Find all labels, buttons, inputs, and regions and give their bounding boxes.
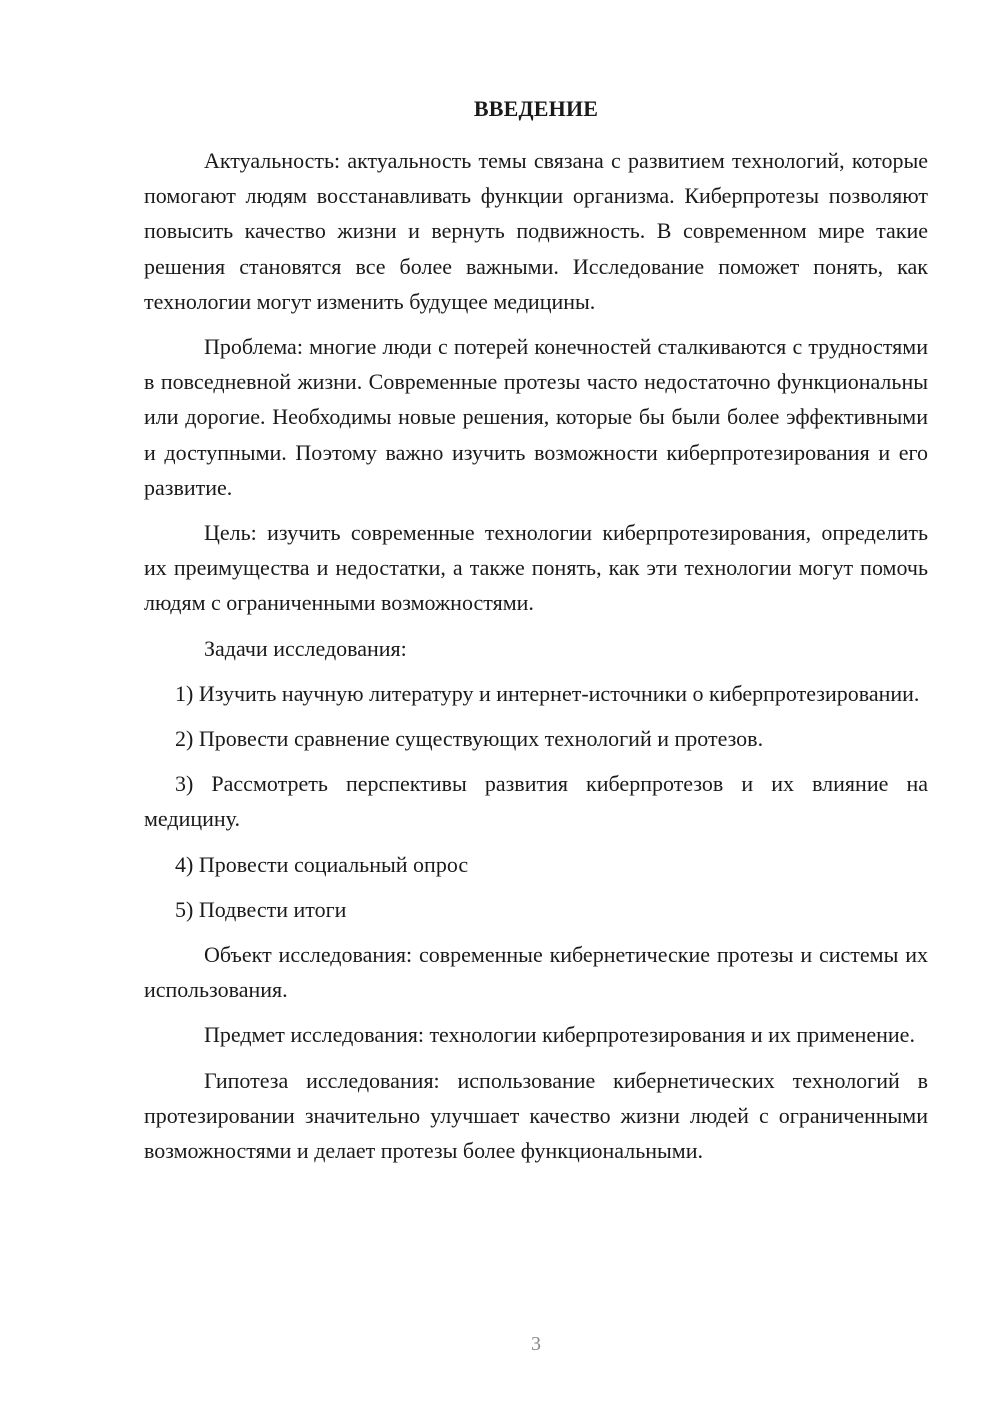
hypothesis-paragraph: Гипотеза исследования: использование кибернетических технологий в протезировании значительно улучшает качество жизни людей с ограниченными возможностями и делает протезы более функциональными. <box>144 1067 928 1164</box>
document-body <box>144 143 928 1178</box>
list-item: 2) Провести сравнение существующих технологий и протезов. <box>175 726 764 752</box>
subject-paragraph: Предмет исследования: технологии киберпротезирования и их применение. <box>204 1022 915 1048</box>
problem-paragraph: Проблема: многие люди с потерей конечностей сталкиваются с трудностями в повседневной жизни. Современные протезы часто недостаточно функциональны или дорогие. Необходимы новые решения, которые бы были более эффективными и доступными. Поэтому важно изучить возможности киберпротезирования и его развитие. <box>144 334 928 500</box>
tasks-intro: Задачи исследования: <box>204 635 407 661</box>
object-paragraph: Объект исследования: современные кибернетические протезы и системы их использования. <box>144 942 928 1003</box>
list-item: 3) Рассмотреть перспективы развития киберпротезов и их влияние на медицину. <box>144 771 928 832</box>
page-number: 3 <box>531 1333 541 1355</box>
goal-paragraph: Цель: изучить современные технологии киберпротезирования, определить их преимущества и недостатки, а также понять, как эти технологии могут помочь людям с ограниченными возможностями. <box>144 520 928 616</box>
list-item: 5) Подвести итоги <box>175 896 347 922</box>
list-item: 4) Провести социальный опрос <box>175 851 469 877</box>
tasks-list <box>144 676 928 927</box>
page-title: ВВЕДЕНИЕ <box>473 96 599 121</box>
relevance-paragraph: Актуальность: актуальность темы связана с развитием технологий, которые помогают людям восстанавливать функции организма. Киберпротезы позволяют повысить качество жизни и вернуть подвижность. В современном мире такие решения становятся все более важными. Исследование поможет понять, как технологии могут изменить будущее медицины. <box>144 148 928 314</box>
list-item: 1) Изучить научную литературу и интернет-источники о киберпротезировании. <box>175 680 920 706</box>
